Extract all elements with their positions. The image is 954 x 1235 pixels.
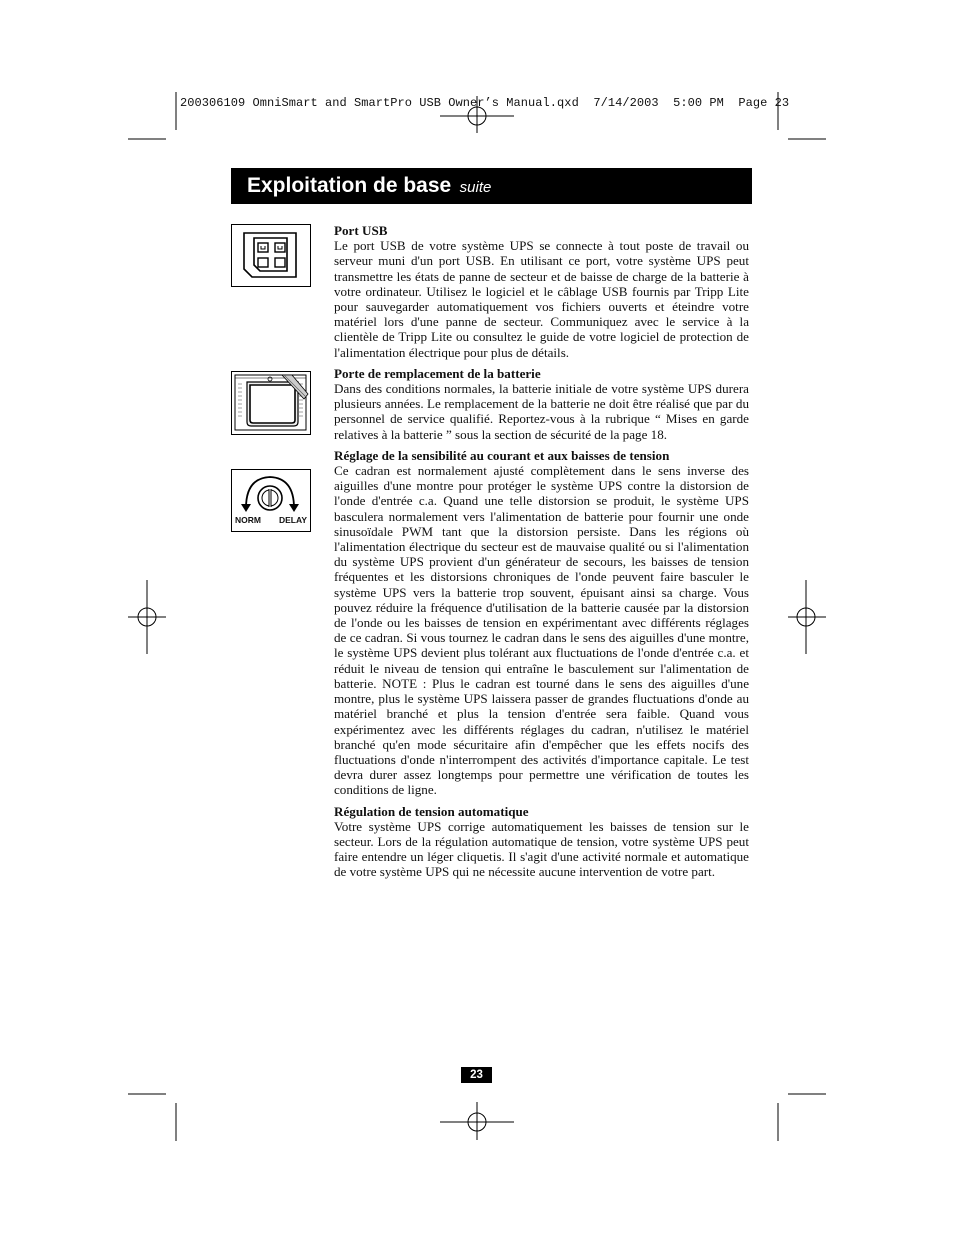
- section-body: Votre système UPS corrige automatiquement les baisses de tension sur le secteur. Lors de la régulation automatique de tension, votre système UPS peut faire entendre un léger cliquetis. Il s'agit d'une activité normale et automatique de votre système UPS qui ne nécessite aucune intervention de votre part.: [334, 818, 749, 880]
- battery-door-icon: [232, 372, 309, 433]
- section-heading: Porte de remplacement de la batterie: [334, 365, 541, 381]
- dial-label-norm: NORM: [235, 515, 261, 525]
- battery-door-figure: [231, 371, 311, 435]
- section-heading: Port USB: [334, 223, 388, 238]
- section-banner: [231, 168, 752, 204]
- page-number: 23: [461, 1067, 492, 1083]
- section-body: Ce cadran est normalement ajusté complètement dans le sens inverse des aiguilles d'une montre pour protéger le système UPS contre la distorsion de l'onde d'entrée c.a. Quand une telle distorsion se produit, le système UPS basculera normalement vers l'alimentation de batterie pour fournir une onde sinusoïdale PWM tant que la distorsion persiste. Dans les régions où l'alimentation électrique du secteur est de mauvaise qualité ou si l'alimentation du système UPS provient d'un générateur de secours, les baisses de tension fréquentes et les distorsions chroniques de l'onde peuvent faire basculer le système UPS vers la batterie trop souvent, épuisant ainsi sa charge. Vous pouvez réduire la fréquence d'utilisation de la batterie causée par la distorsion de l'onde ou les baisses de tension en expérimentant avec différents réglages de ce cadran. Si vous tournez le cadran dans le sens des aiguilles d'une montre, le système UPS devient plus tolérant aux fluctuations de l'onde d'entrée c.a. et réduit le niveau de tension qui entraîne le basculement sur l'alimentation de batterie. NOTE : Plus le cadran est tourné dans le sens des aiguilles d'une montre, plus le système UPS laissera passer de grandes fluctuations d'onde au matériel branché et plus la tension d'entrée sera faible. Quand vous expérimentez avec les différents réglages du cadran, n'utilisez le matériel branché qu'en mode sécuritaire afin d'empêcher que les effets nocifs des fluctuations d'onde n'interrompent des activités d'importance capitale. Le test devra durer assez longtemps pour permettre une vérification de toutes les conditions de ligne.: [334, 463, 749, 798]
- section-heading: Régulation de tension automatique: [334, 803, 529, 819]
- section-usb-port: [334, 223, 749, 360]
- usb-port-icon: [232, 225, 309, 285]
- banner-title: Exploitation de base: [247, 174, 452, 197]
- section-sensitivity: [334, 448, 749, 798]
- text-column: [334, 223, 749, 886]
- file-slug: 200306109 OmniSmart and SmartPro USB Owner’s Manual.qxd 7/14/2003 5:00 PM Page 23: [180, 96, 790, 110]
- sensitivity-dial-icon: [232, 470, 309, 515]
- banner-subtitle: suite: [459, 179, 492, 196]
- section-avr: [334, 804, 749, 880]
- sensitivity-dial-figure: [231, 469, 311, 532]
- section-heading: Réglage de la sensibilité au courant et aux baisses de tension: [334, 447, 670, 463]
- section-body: Le port USB de votre système UPS se connecte à tout poste de travail ou serveur muni d'un port USB. En utilisant ce port, votre système UPS peut transmettre les états de panne de secteur et de baisse de charge de la batterie à votre ordinateur. Utilisez le logiciel et le câblage USB fournis par Tripp Lite pour sauvegarder automatiquement vos fichiers ouverts et éteindre votre matériel lors d'une panne de secteur. Communiquez avec le service à la clientèle de Tripp Lite ou consultez le guide de votre logiciel de protection de l'alimentation électrique pour plus de détails.: [334, 238, 749, 360]
- dial-label-delay: DELAY: [278, 515, 307, 525]
- section-battery-door: [334, 366, 749, 442]
- section-body: Dans des conditions normales, la batterie initiale de votre système UPS durera plusieurs années. Le remplacement de la batterie ne doit être réalisé que par du personnel de service qualifié. Reportez-vous à la rubrique “ Mises en garde relatives à la batterie ” sous la section de sécurité de la page 18.: [334, 381, 749, 442]
- usb-port-figure: [231, 224, 311, 287]
